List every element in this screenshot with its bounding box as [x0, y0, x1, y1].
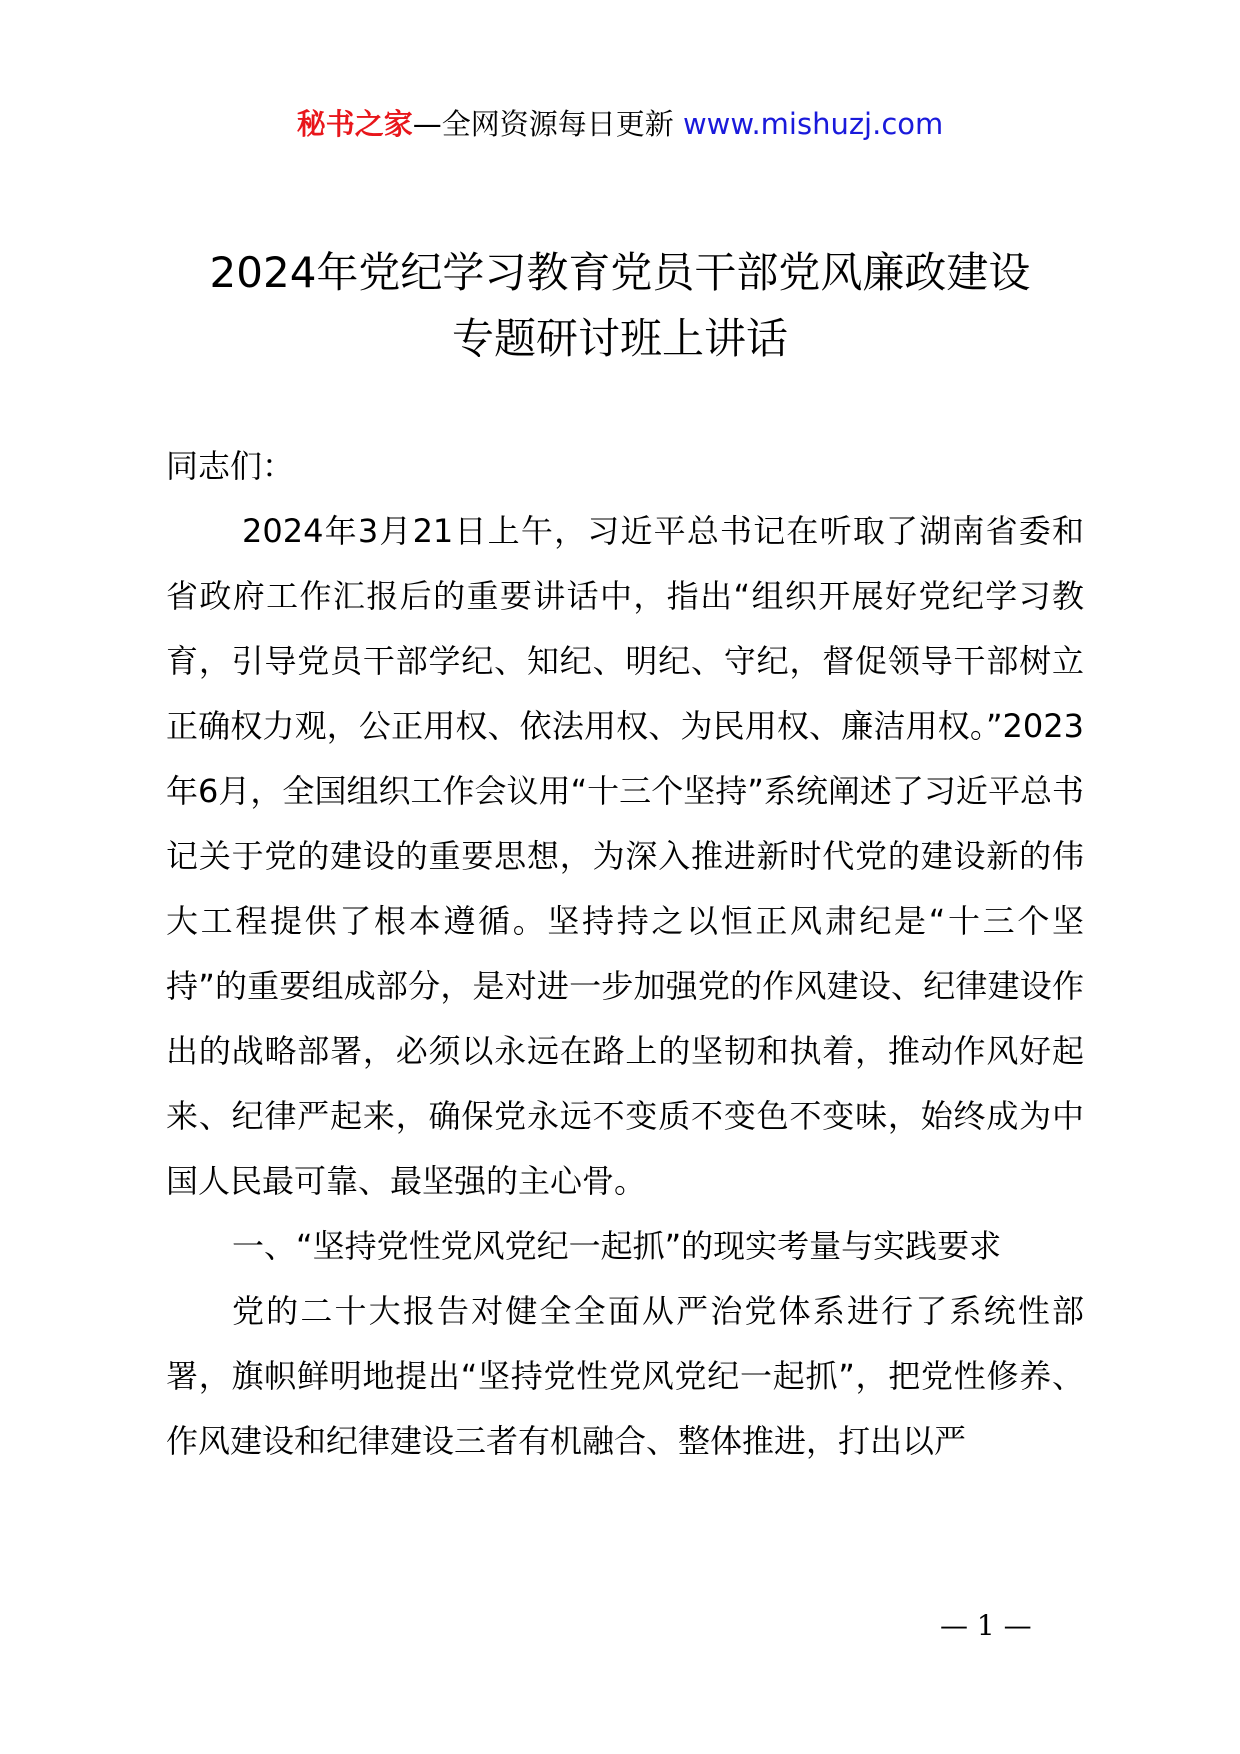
document-body — [166, 434, 1084, 1474]
page-number: — 1 — — [940, 1609, 1032, 1642]
title-line-1: 2024年党纪学习教育党员干部党风廉政建设 — [209, 248, 1031, 297]
document-title — [0, 240, 1240, 372]
site-url-link[interactable]: www.mishuzj.com — [682, 107, 944, 141]
site-header — [0, 104, 1240, 144]
body-paragraph: 2024年3月21日上午，习近平总书记在听取了湖南省委和省政府工作汇报后的重要讲话中，指出“组织开展好党纪学习教育，引导党员干部学纪、知纪、明纪、守纪，督促领导干部树立正确权力观，公正用权、依法用权、为民用权、廉洁用权。”2023年6月，全国组织工作会议用“十三个坚持”系统阐述了习近平总书记关于党的建设的重要思想，为深入推进新时代党的建设新的伟大工程提供了根本遵循。坚持持之以恒正风肃纪是“十三个坚持”的重要组成部分，是对进一步加强党的作风建设、纪律建设作出的战略部署，必须以永远在路上的坚韧和执着，推动作风好起来、纪律严起来，确保党永远不变质不变色不变味，始终成为中国人民最可靠、最坚强的主心骨。 — [166, 512, 1084, 1200]
title-line-2: 专题研讨班上讲话 — [451, 314, 788, 363]
site-brand: 秘书之家 — [296, 107, 413, 141]
salutation: 同志们： — [166, 447, 295, 485]
body-paragraph: 党的二十大报告对健全全面从严治党体系进行了系统性部署，旗帜鲜明地提出“坚持党性党风党纪一起抓”，把党性修养、作风建设和纪律建设三者有机融合、整体推进，打出以严 — [166, 1292, 1084, 1460]
section-heading: 一、“坚持党性党风党纪一起抓”的现实考量与实践要求 — [232, 1227, 1002, 1265]
site-slogan: —全网资源每日更新 — [412, 107, 674, 141]
